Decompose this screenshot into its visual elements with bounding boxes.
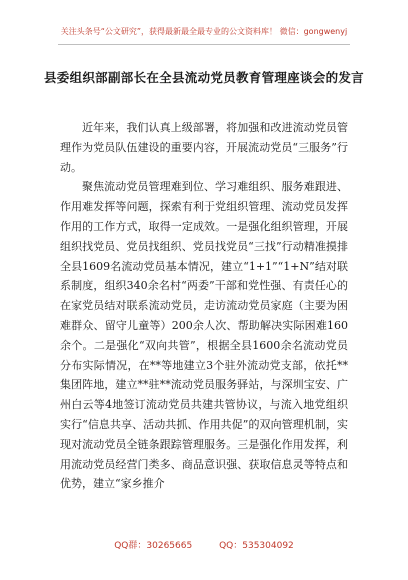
- footer-qq: QQ：535304092: [219, 541, 294, 551]
- header-note: 关注头条号“公文研究”，获得最新最全最专业的公文资料库！ 微信：gongwenyj: [60, 27, 348, 36]
- header-divider: [58, 44, 350, 45]
- document-title: 县委组织部副部长在全县流动党员教育管理座谈会的发言: [43, 70, 364, 85]
- footer-qq-group: QQ群：30265665: [114, 541, 193, 551]
- paragraph: 近年来，我们认真上级部署，将加强和改进流动党员管理作为党员队伍建设的重要内容，开展流动党员“三服务”行动。: [60, 121, 348, 174]
- document-body: [60, 118, 348, 494]
- footer: [0, 538, 408, 551]
- paragraph: 聚焦流动党员管理难到位、学习难组织、服务难跟进、作用难发挥等问题，探索有利于党组织管理、流动党员发挥作用的工作方式，取得一定成效。一是强化组织管理，开展组织找党员、党员找组织、党员找党员“三找”行动精准摸排全县1609名流动党员基本情况，建立“1+1”“1+N”结对联系制度，组织340余名村“两委”干部和党性强、有责任心的在家党员结对联系流动党员，走访流动党员家庭（主要为困难群众、留守儿童等）200余人次、帮助解决实际困难160余个。二是强化“双向共管”，根据全县1600余名流动党员分布实际情况，在**等地建立3个驻外流动党支部，依托**集团阵地，建立**驻**流动党员服务驿站，与深圳宝安、广州白云等4地签订流动党员共建共管协议，与流入地党组织实行“信息共享、活动共抓、作用共促”的双向管理机制，实现对流动党员全链条跟踪管理服务。三是强化作用发挥，利用流动党员经营门类多、商品意识强、获取信息灵等特点和优势，建立“家乡推介: [60, 180, 348, 491]
